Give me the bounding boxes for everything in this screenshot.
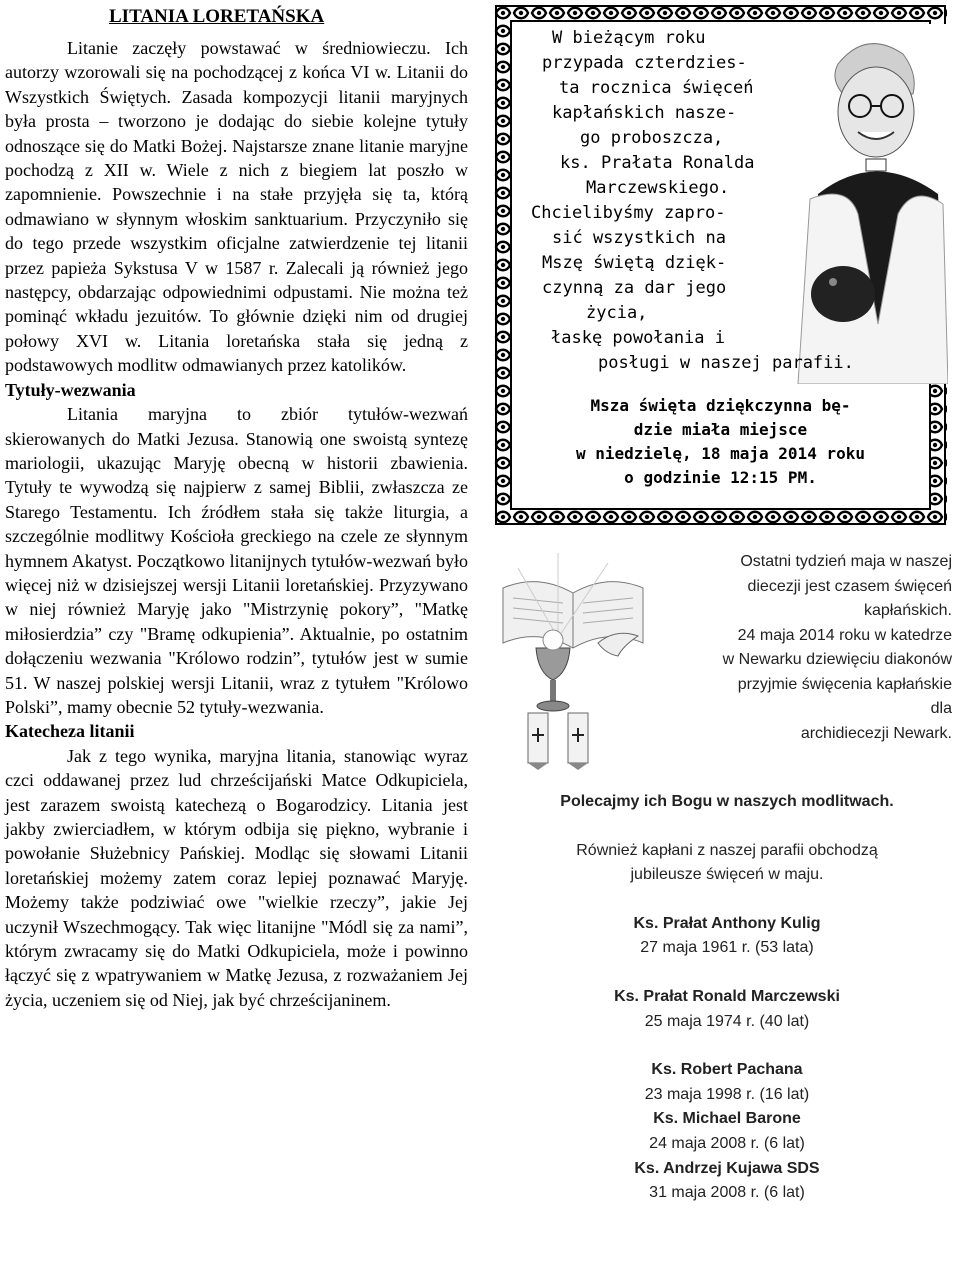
frame-line: Marczewskiego. (586, 178, 730, 198)
article-paragraph-1: Litanie zaczęły powstawać w średniowieczu. Ich autorzy wzorowali się na pochodzącej z końca VI w. Litanii do Wszystkich Świętych. Zasada kompozycji litanii maryjnych była prosta – tworzono je dodając do siebie kolejne tytuły odnoszące się do Matki Bożej. Najstarsze znane litanie maryjne pochodzą z XII w. Wiele z nich z biegiem lat poszło w zapomnienie. Powszechnie i na stałe przyjęła się ta, którą odmawiano w słynnym włoskim sanktuarium. Przyczyniło się do tego przede wszystkim oficjalne zatwierdzenie tej litanii przez papieża Sykstusa V w 1587 r. Zalecali ją również jego następcy, obdarzając odpowiednimi odpustami. Nie można też pominąć wkładu jezuitów. To głównie dzięki nim od drugiej połowy XVI w. Litania loretańska stała się jedną z podstawowych modlitw odmawianych przez katolików. (5, 38, 468, 376)
frame-line: życia, (586, 303, 648, 323)
article (5, 4, 468, 1012)
frame-line: go proboszcza, (580, 128, 724, 148)
note-line: Ostatni tydzień maja w naszej (740, 553, 952, 570)
jubilee-line: jubileusze święceń w maju. (630, 866, 824, 884)
mass-announcement (514, 394, 927, 490)
jubilee-line: Również kapłani z naszej parafii obchodzą (576, 841, 878, 859)
frame-line: czynną za dar jego (542, 278, 727, 298)
chalice-illustration (498, 548, 648, 773)
frame-line: W bieżącym roku (552, 28, 706, 48)
frame-line: posługi w naszej parafii. (598, 353, 854, 373)
note-line: archidiecezji Newark. (800, 724, 952, 742)
priest-name: Ks. Andrzej Kujawa SDS (634, 1159, 820, 1177)
mass-line: Msza święta dziękczynna bę- (590, 396, 851, 415)
prayer-request: Polecajmy ich Bogu w naszych modlitwach. (560, 793, 894, 810)
note-line: diecezji jest czasem święceń (747, 577, 952, 595)
priest-name: Ks. Michael Barone (653, 1110, 801, 1128)
note-line: w Newarku dziewięciu diakonów (722, 651, 952, 668)
jubilee-section (494, 790, 960, 1206)
note-line: 24 maja 2014 roku w katedrze (737, 626, 952, 644)
note-line: przyjmie święcenia kapłańskie (737, 675, 952, 693)
priest-name: Ks. Robert Pachana (651, 1061, 803, 1079)
mass-line: dzie miała miejsce (633, 420, 808, 439)
frame-line: kapłańskich nasze- (552, 103, 737, 123)
frame-line: ks. Prałata Ronalda (560, 153, 755, 173)
article-paragraph-3: Jak z tego wynika, maryjna litania, stanowiąc wyraz czci oddawanej przez lud chrześcijański Matce Odkupiciela, jest zarazem swoistą katechezą o Bogarodzicy. Litania jest jakby zwierciadłem, w którym odbija się piękno, wybranie i powołanie Służebnicy Pańskiej. Modląc się słowami Litanii loretańskiej możemy zatem coraz lepiej poznawać Maryję. Możemy także podziwiać owe "wielkie rzeczy”, jakie Jej uczynił Wszechmogący. Tak więc litanijne "Módl się za nami”, którym zwracamy się do Matki Odkupiciela, może i powinno łączyć się z wpatrywaniem w Matkę Jezusa, z rozważaniem Jej życia, uczeniem się od Niej, jak być chrześcijaninem. (5, 745, 468, 1010)
frame-line: ta rocznica święceń (559, 78, 754, 98)
note-line: dla (930, 700, 952, 717)
frame-line: Mszę świętą dzięk- (542, 253, 727, 273)
article-paragraph-2: Litania maryjna to zbiór tytułów-wezwań skierowanych do Matki Jezusa. Stanowią one swoistą syntezę mariologii, ukazując Maryję obecną w historii zbawienia. Tytuły te wywodzą się najpierw z samej Biblii, zwłaszcza ze Starego Testamentu. Ich źródłem stała się także liturgia, a szczególnie modlitwy Kościoła greckiego na czele ze słynnym hymnem Akatyst. Początkowo litanijnych tytułów-wezwań było więcej niż w dzisiejszej wersji Litanii loretańskiej. Przyzywano w niej również Maryję jako "Mistrzynię pokory”, "Matkę miłosierdzia” czy "Bramę odkupienia”. Aktualnie, po ostatnim dołączeniu wezwania "Królowo rodzin”, tytułów jest w sumie 51. W naszej polskiej wersji Litanii, wraz z tytułem "Królowo Polski”, mamy obecnie 52 tytuły-wezwania. (5, 404, 468, 717)
priest-date: 27 maja 1961 r. (53 lata) (640, 939, 814, 957)
article-title: LITANIA LORETAŃSKA (109, 6, 325, 27)
priest-name: Ks. Prałat Anthony Kulig (633, 914, 821, 932)
frame-line: przypada czterdzies- (542, 53, 747, 73)
priest-name: Ks. Prałat Ronald Marczewski (614, 987, 840, 1005)
priest-date: 24 maja 2008 r. (6 lat) (649, 1134, 805, 1152)
mass-line: o godzinie 12:15 PM. (624, 468, 817, 487)
priest-date: 25 maja 1974 r. (40 lat) (644, 1012, 810, 1030)
mass-line: w niedzielę, 18 maja 2014 roku (576, 444, 865, 463)
frame-line: sić wszystkich na (552, 228, 726, 248)
note-line: kapłańskich. (863, 602, 952, 619)
priest-date: 23 maja 1998 r. (16 lat) (644, 1085, 810, 1103)
frame-line: łaskę powołania i (551, 328, 725, 348)
priest-date: 31 maja 2008 r. (6 lat) (649, 1184, 805, 1202)
frame-line: Chcielibyśmy zapro- (531, 203, 726, 223)
anniversary-text (514, 26, 927, 376)
ordination-note (640, 550, 952, 746)
section-heading-titles: Tytuły-wezwania (5, 379, 136, 400)
anniversary-frame (494, 4, 947, 526)
section-heading-catechesis: Katecheza litanii (5, 721, 135, 742)
